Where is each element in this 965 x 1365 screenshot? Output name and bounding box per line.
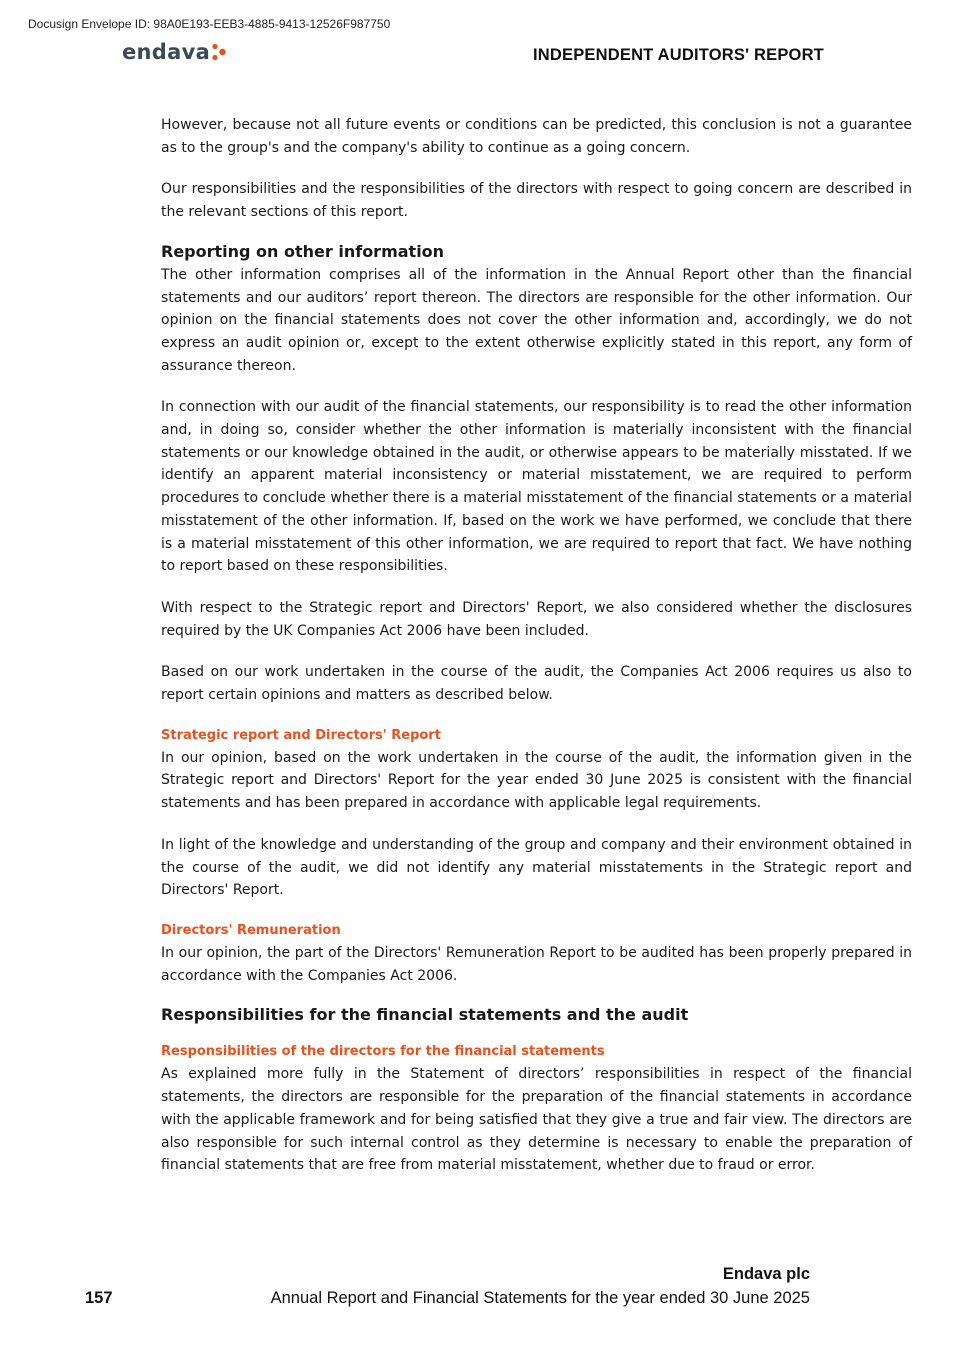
strategic-disclosures-paragraph: With respect to the Strategic report and Directors' Report, we also considered whether the disclosures required by the UK Companies Act 2006 have been included. bbox=[161, 599, 912, 639]
going-concern-paragraph: However, because not all future events or conditions can be predicted, this conclusion is not a guarantee as to the group's and the company's ability to continue as a going concern. bbox=[161, 117, 912, 156]
remuneration-heading: Directors' Remuneration bbox=[161, 922, 341, 938]
endava-chevron-icon bbox=[212, 43, 228, 61]
strategic-opinion-paragraph: In our opinion, based on the work undertaken in the course of the audit, the information given in the Strategic report and Directors' Report for the year ended 30 June 2025 is consistent with the financial statements and has been prepared in accordance with applicable legal requirements. bbox=[161, 749, 912, 812]
docusign-envelope-id: Docusign Envelope ID: 98A0E193-EEB3-4885-9413-12526F987750 bbox=[28, 17, 391, 31]
footer-document-title: Annual Report and Financial Statements for the year ended 30 June 2025 bbox=[270, 1289, 810, 1307]
other-information-paragraph: The other information comprises all of the information in the Annual Report other than the financial statements and our auditors’ report thereon. The directors are responsible for the other information. Our opinion on the financial statements does not cover the other information and, accordingly, we do not express an audit opinion or, except to the extent otherwise explicitly stated in this report, any form of assurance thereon. bbox=[161, 266, 912, 374]
directors-responsibilities-heading: Responsibilities of the directors for the financial statements bbox=[161, 1044, 605, 1060]
strategic-knowledge-paragraph: In light of the knowledge and understanding of the group and company and their environment obtained in the course of the audit, we did not identify any material misstatements in the Strategic report and Directors' Report. bbox=[161, 836, 912, 899]
companies-act-paragraph: Based on our work undertaken in the course of the audit, the Companies Act 2006 requires us also to report certain opinions and matters as described below. bbox=[161, 664, 912, 704]
other-information-heading: Reporting on other information bbox=[161, 241, 445, 261]
logo-text: endava bbox=[122, 40, 211, 64]
responsibilities-heading: Responsibilities for the financial statements and the audit bbox=[161, 1005, 689, 1025]
page-number: 157 bbox=[85, 1289, 113, 1307]
remuneration-paragraph: In our opinion, the part of the Directors' Remuneration Report to be audited has been properly prepared in accordance with the Companies Act 2006. bbox=[161, 944, 912, 984]
report-title: INDEPENDENT AUDITORS' REPORT bbox=[533, 46, 824, 64]
directors-responsibilities-paragraph: As explained more fully in the Statement of directors’ responsibilities in respect of the financial statements, the directors are responsible for the preparation of the financial statements in accordance with the applicable framework and for being satisfied that they give a true and fair view. The directors are also responsible for such internal control as they determine is necessary to enable the preparation of financial statements that are free from material misstatement, whether due to fraud or error. bbox=[161, 1066, 912, 1174]
footer-company: Endava plc bbox=[722, 1265, 810, 1283]
report-body bbox=[161, 114, 912, 1196]
going-concern-responsibilities-paragraph: Our responsibilities and the responsibilities of the directors with respect to going concern are described in the relevant sections of this report. bbox=[161, 181, 912, 221]
endava-logo bbox=[122, 40, 228, 64]
audit-connection-paragraph: In connection with our audit of the financial statements, our responsibility is to read the other information and, in doing so, consider whether the other information is materially inconsistent with the financial statements or our knowledge obtained in the audit, or otherwise appears to be materially misstated. If we identify an apparent material inconsistency or material misstatement, we are required to perform procedures to conclude whether there is a material misstatement of the financial statements or a material misstatement of the other information. If, based on the work we have performed, we conclude that there is a material misstatement of this other information, we are required to report that fact. We have nothing to report based on these responsibilities. bbox=[161, 399, 912, 575]
strategic-report-heading: Strategic report and Directors' Report bbox=[161, 727, 441, 743]
